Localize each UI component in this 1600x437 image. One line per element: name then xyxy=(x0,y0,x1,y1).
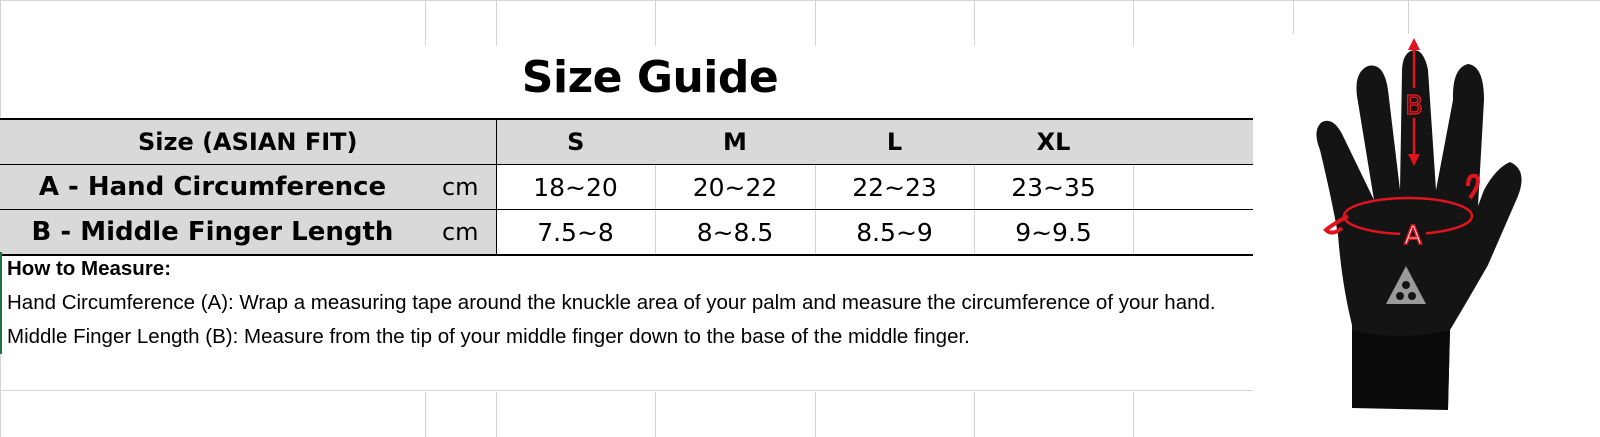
glove-measure-illustration xyxy=(1300,30,1600,430)
empty-cell xyxy=(1133,119,1253,165)
table-cell: 20~22 xyxy=(655,165,815,210)
grid-line xyxy=(0,0,1600,1)
howto-circumference: Hand Circumference (A): Wrap a measuring tape around the knuckle area of your palm and measure the circumference of your hand. xyxy=(7,291,1216,314)
howto-heading: How to Measure: xyxy=(7,257,172,280)
size-header-xl: XL xyxy=(974,119,1133,165)
acg-logo-mark xyxy=(1402,281,1410,289)
grid-line xyxy=(496,392,497,437)
grid-line xyxy=(1133,392,1134,437)
grid-line xyxy=(655,0,656,46)
glove-cuff xyxy=(1352,330,1450,410)
acg-logo-mark xyxy=(1396,292,1404,300)
grid-line xyxy=(0,390,1253,391)
row-unit: cm xyxy=(425,165,496,210)
label-b: B xyxy=(1405,91,1423,121)
grid-line xyxy=(974,0,975,46)
size-header-m: M xyxy=(655,119,815,165)
size-table xyxy=(0,118,1253,256)
label-a: A xyxy=(1404,221,1422,251)
table-cell: 22~23 xyxy=(815,165,974,210)
grid-line xyxy=(496,0,497,46)
row-unit: cm xyxy=(425,210,496,256)
size-header-s: S xyxy=(496,119,655,165)
table-row xyxy=(0,165,1253,210)
table-cell: 7.5~8 xyxy=(496,210,655,256)
grid-line xyxy=(425,392,426,437)
howto-finger-length: Middle Finger Length (B): Measure from the tip of your middle finger down to the base of the middle finger. xyxy=(7,325,970,348)
table-cell: 23~35 xyxy=(974,165,1133,210)
table-header-row xyxy=(0,119,1253,165)
row-label: B - Middle Finger Length xyxy=(0,210,425,256)
table-cell: 9~9.5 xyxy=(974,210,1133,256)
grid-line xyxy=(1408,0,1409,34)
arrow-head xyxy=(1408,38,1420,50)
empty-cell xyxy=(1133,210,1253,256)
table-row xyxy=(0,210,1253,256)
row-label: A - Hand Circumference xyxy=(0,165,425,210)
grid-line xyxy=(1133,0,1134,46)
table-cell: 18~20 xyxy=(496,165,655,210)
grid-line xyxy=(815,392,816,437)
acg-logo-mark xyxy=(1408,292,1416,300)
page-title: Size Guide xyxy=(521,52,779,103)
empty-cell xyxy=(1133,165,1253,210)
grid-line xyxy=(655,392,656,437)
size-header-label: Size (ASIAN FIT) xyxy=(0,119,496,165)
grid-line xyxy=(1293,0,1294,34)
grid-line xyxy=(425,0,426,46)
table-cell: 8.5~9 xyxy=(815,210,974,256)
measure-instructions xyxy=(0,252,1251,354)
grid-line xyxy=(815,0,816,46)
size-header-l: L xyxy=(815,119,974,165)
table-cell: 8~8.5 xyxy=(655,210,815,256)
grid-line xyxy=(974,392,975,437)
